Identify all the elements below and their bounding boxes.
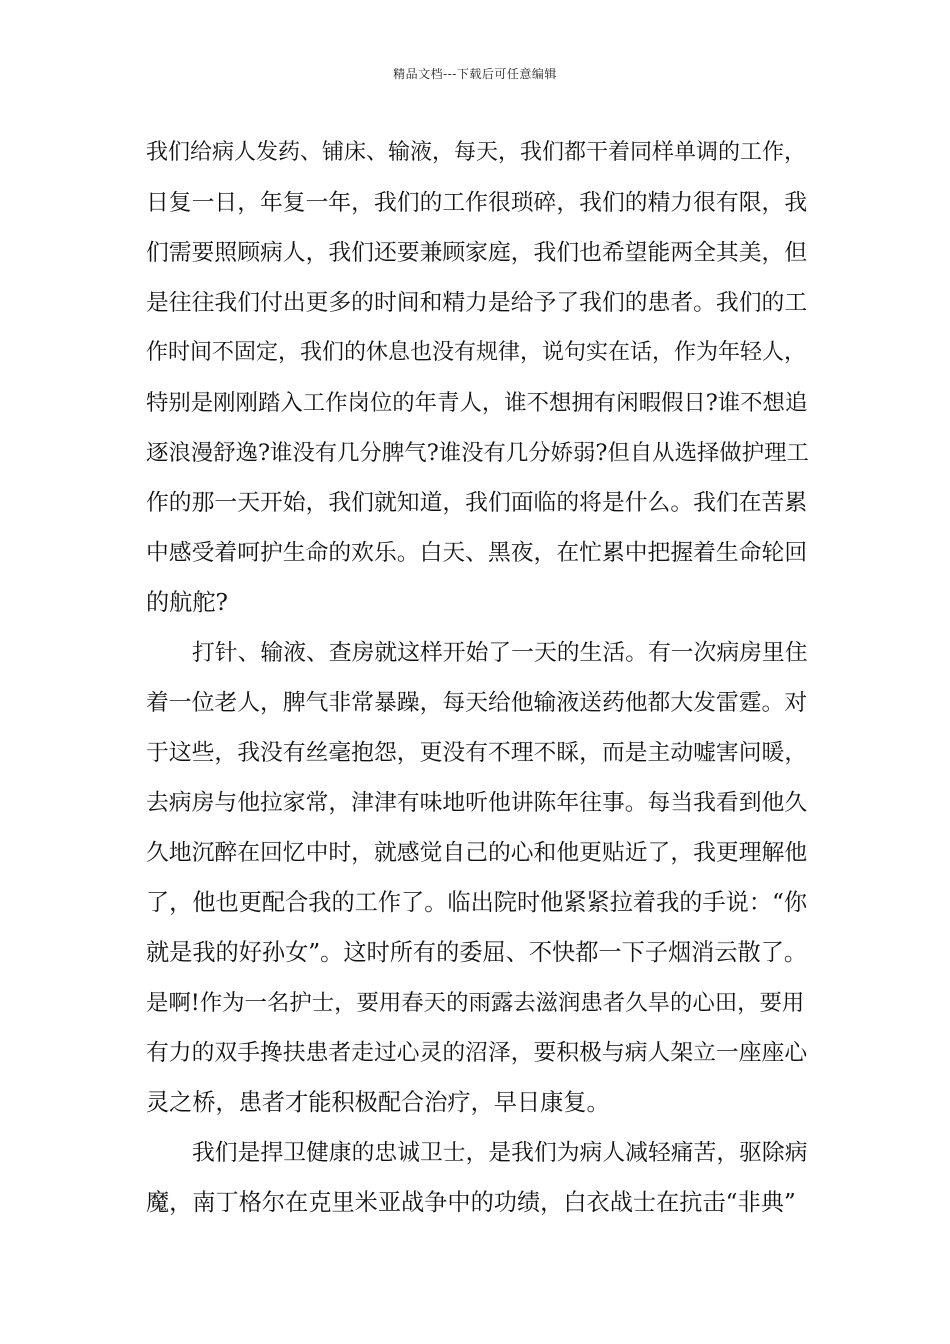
text-line: 特别是刚刚踏入工作岗位的年青人，谁不想拥有闲暇假日?谁不想追: [146, 390, 808, 416]
text-line: 们需要照顾病人，我们还要兼顾家庭，我们也希望能两全其美，但: [146, 240, 808, 266]
paragraph-3: [146, 1128, 810, 1228]
text-line: 逐浪漫舒逸?谁没有几分脾气?谁没有几分娇弱?但自从选择做护理工: [146, 440, 809, 466]
text-line: 了，他也更配合我的工作了。临出院时他紧紧拉着我的手说：“你: [146, 889, 808, 916]
text-line: 去病房与他拉家常，津津有味地听他讲陈年往事。每当我看到他久: [146, 790, 808, 816]
text-line: 的航舵?: [146, 589, 228, 616]
text-line: 就是我的好孙女”。这时所有的委屈、不快都一下子烟消云散了。: [146, 939, 808, 966]
text-line: 于这些，我没有丝毫抱怨，更没有不理不睬，而是主动嘘害问暖，: [146, 740, 808, 766]
text-line: 中感受着呵护生命的欢乐。白天、黑夜，在忙累中把握着生命轮回: [146, 540, 808, 566]
text-line: 打针、输液、查房就这样开始了一天的生活。有一次病房里住: [192, 640, 808, 666]
text-line: 我们给病人发药、铺床、输液，每天，我们都干着同样单调的工作，: [146, 140, 807, 165]
paragraph-1: [146, 128, 810, 628]
text-line: 魔，南丁格尔在克里米亚战争中的功绩，白衣战士在抗击“非典”: [146, 1189, 796, 1216]
text-line: 作时间不固定，我们的休息也没有规律，说句实在话，作为年轻人，: [146, 340, 807, 365]
text-line: 久地沉醉在回忆中时，就感觉自己的心和他更贴近了，我更理解他: [146, 840, 808, 866]
document-body: [146, 128, 810, 1228]
text-line: 作的那一天开始，我们就知道，我们面临的将是什么。我们在苦累: [146, 490, 808, 516]
text-line: 灵之桥，患者才能积极配合治疗，早日康复。: [146, 1089, 610, 1116]
text-line: 我们是捍卫健康的忠诚卫士，是我们为病人减轻痛苦，驱除病: [192, 1140, 808, 1166]
text-line: 着一位老人，脾气非常暴躁，每天给他输液送药他都大发雷霆。对: [146, 690, 808, 716]
paragraph-2: [146, 628, 810, 1128]
text-line: 有力的双手搀扶患者走过心灵的沼泽，要积极与病人架立一座座心: [146, 1040, 808, 1066]
page-header: 精品文档---下载后可任意编辑: [393, 67, 557, 81]
text-line: 日复一日，年复一年，我们的工作很琐碎，我们的精力很有限，我: [146, 190, 808, 216]
text-line: 是往往我们付出更多的时间和精力是给予了我们的患者。我们的工: [146, 290, 808, 316]
text-line: 是啊!作为一名护士，要用春天的雨露去滋润患者久旱的心田，要用: [146, 990, 805, 1016]
